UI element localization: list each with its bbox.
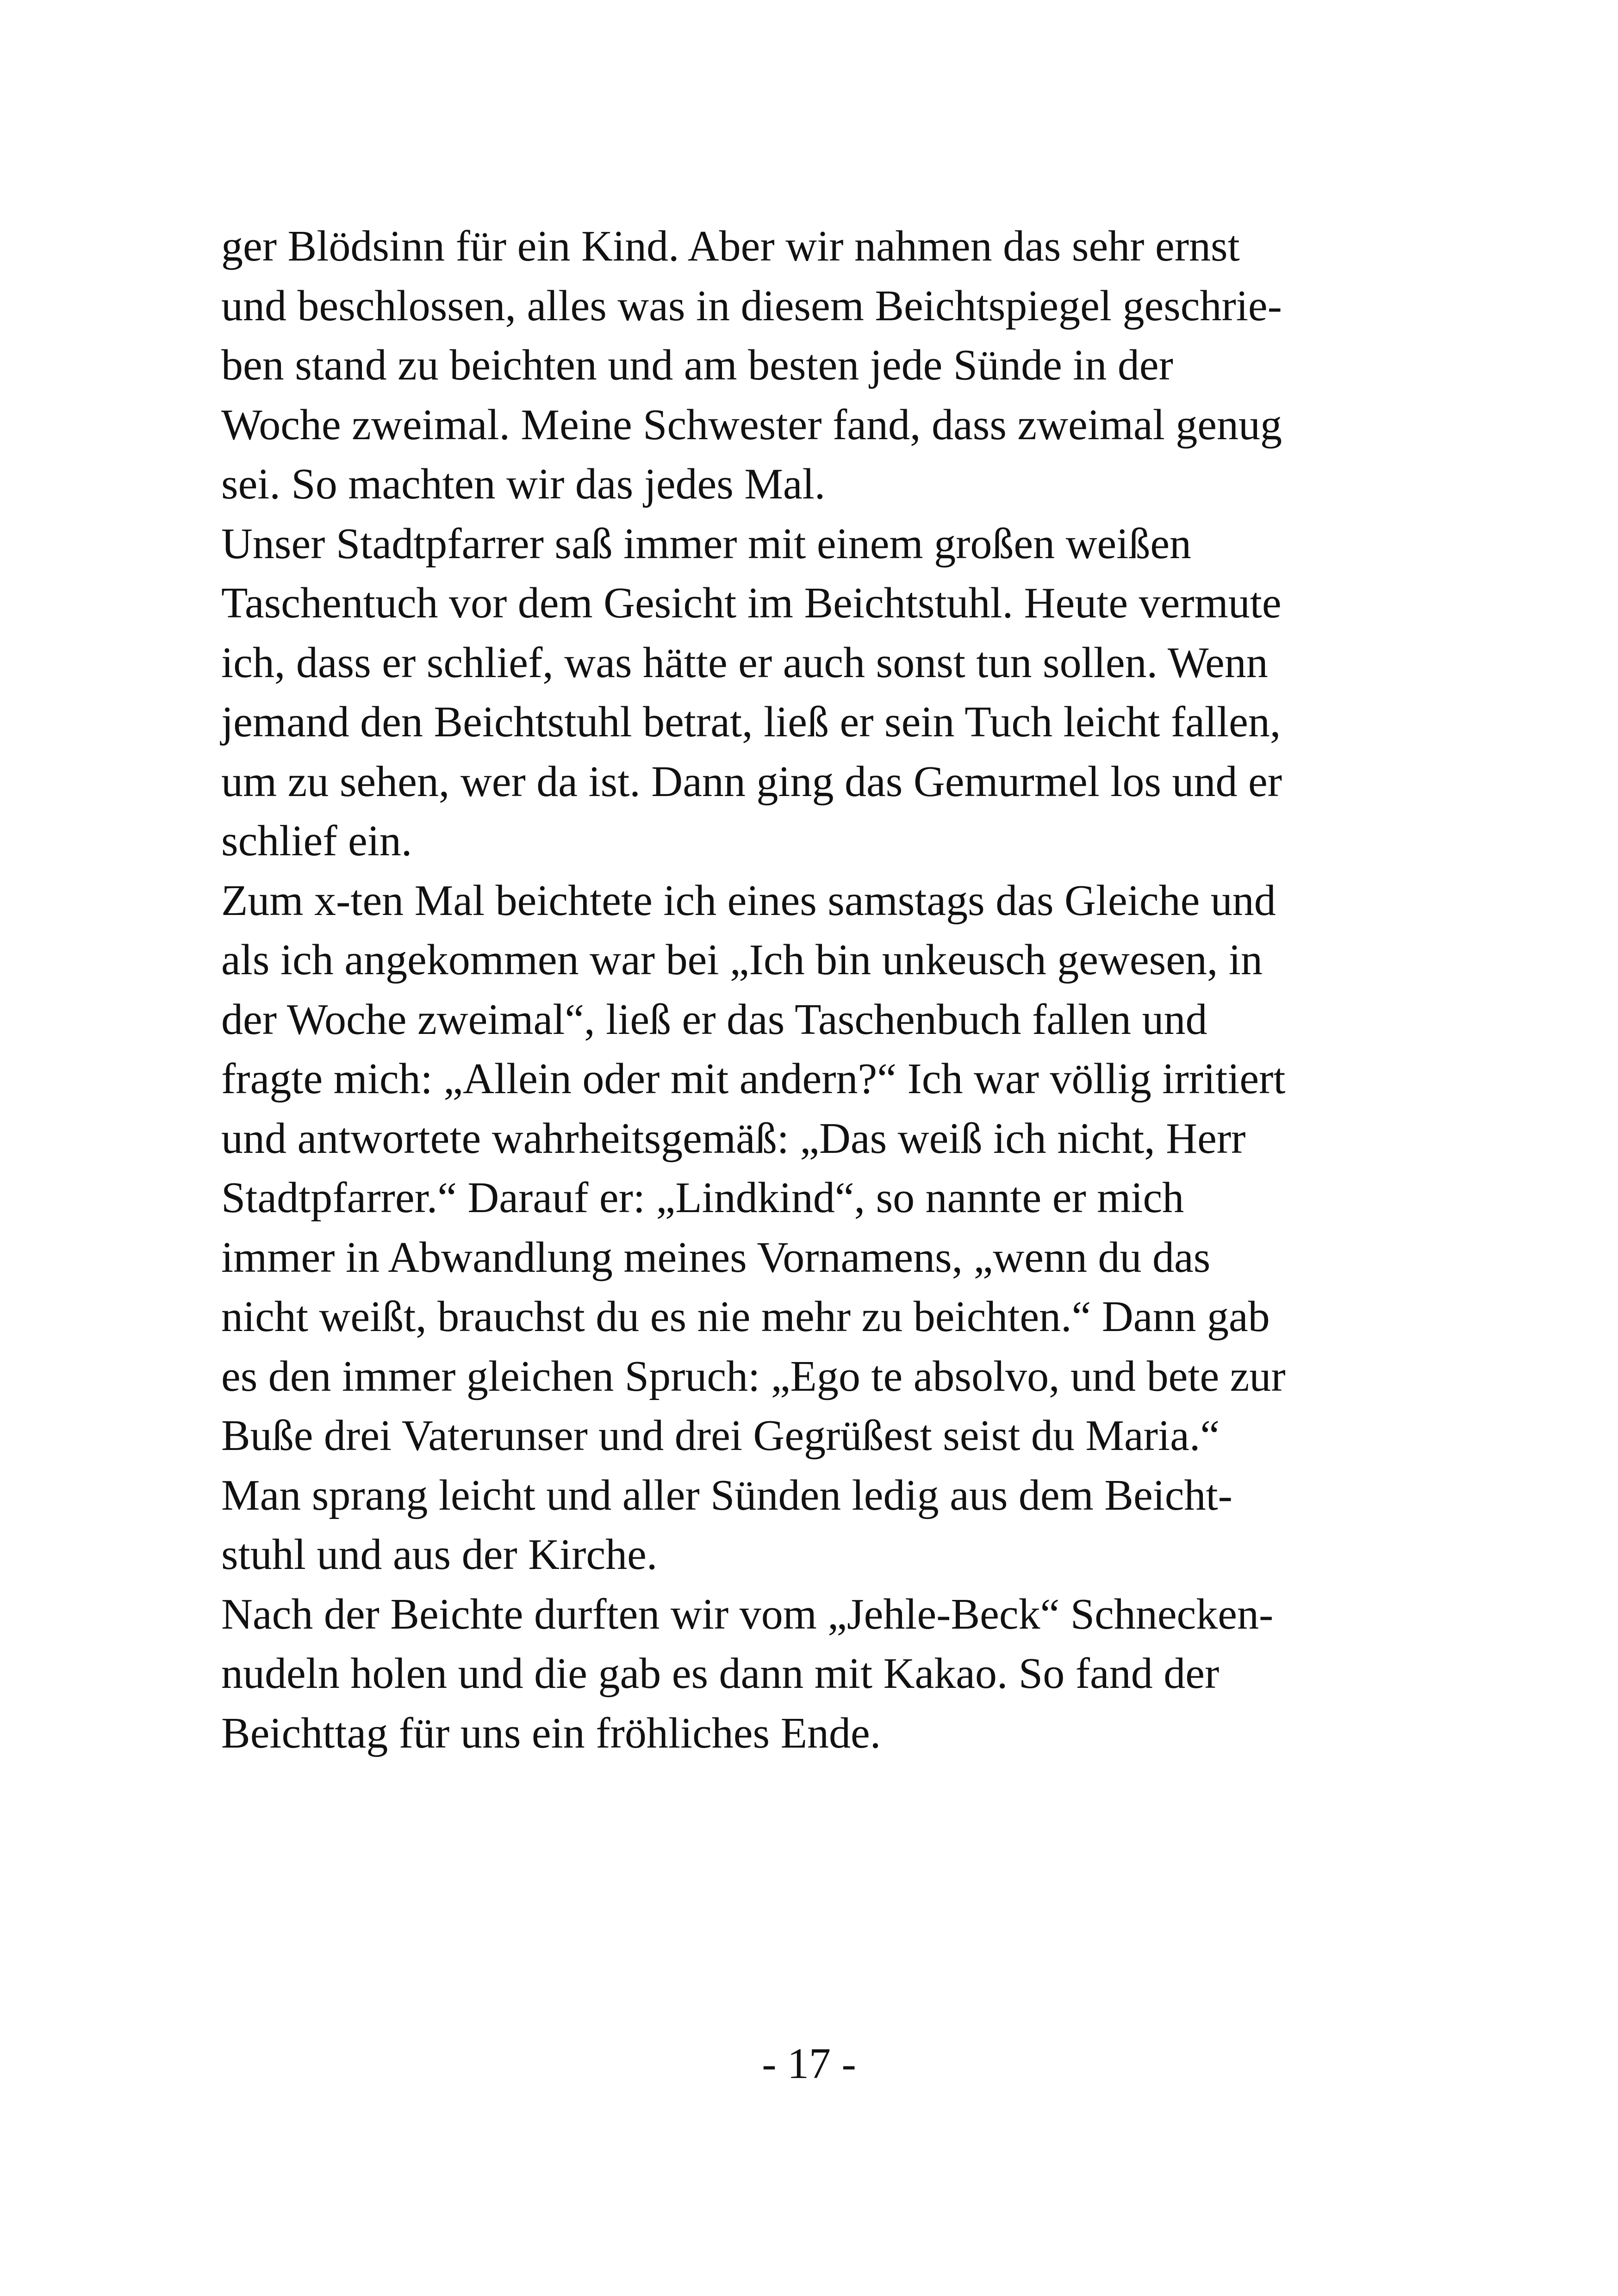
text-line: nudeln holen und die gab es dann mit Kakao. So fand der: [221, 1649, 1220, 1698]
text-line: Man sprang leicht und aller Sünden ledig aus dem Beicht-: [221, 1471, 1232, 1519]
text-line: stuhl und aus der Kirche.: [221, 1531, 658, 1579]
text-line: schlief ein.: [221, 817, 412, 865]
page-number: - 17 -: [762, 2040, 856, 2088]
text-line: Zum x-ten Mal beichtete ich eines samstags das Gleiche und: [221, 876, 1276, 925]
text-line: Beichttag für uns ein fröhliches Ende.: [221, 1709, 881, 1757]
text-line: und antwortete wahrheitsgemäß: „Das weiß ich nicht, Herr: [221, 1114, 1246, 1163]
text-line: Woche zweimal. Meine Schwester fand, dass zweimal genug: [221, 400, 1282, 449]
text-line: immer in Abwandlung meines Vornamens, „wenn du das: [221, 1233, 1211, 1282]
text-line: Nach der Beichte durften wir vom „Jehle-Beck“ Schnecken-: [221, 1590, 1274, 1638]
text-line: Buße drei Vaterunser und drei Gegrüßest seist du Maria.“: [221, 1412, 1220, 1460]
text-line: als ich angekommen war bei „Ich bin unkeusch gewesen, in: [221, 936, 1263, 984]
text-line: und beschlossen, alles was in diesem Beichtspiegel geschrie-: [221, 281, 1282, 330]
text-line: nicht weißt, brauchst du es nie mehr zu beichten.“ Dann gab: [221, 1293, 1270, 1341]
text-line: ger Blödsinn für ein Kind. Aber wir nahmen das sehr ernst: [221, 222, 1240, 270]
text-line: fragte mich: „Allein oder mit andern?“ Ich war völlig irritiert: [221, 1055, 1286, 1103]
text-line: sei. So machten wir das jedes Mal.: [221, 460, 826, 508]
text-line: um zu sehen, wer da ist. Dann ging das Gemurmel los und er: [221, 757, 1282, 806]
text-line: jemand den Beichtstuhl betrat, ließ er sein Tuch leicht fallen,: [221, 698, 1281, 746]
body-text: [221, 217, 1406, 1763]
text-line: es den immer gleichen Spruch: „Ego te absolvo, und bete zur: [221, 1352, 1286, 1400]
text-line: Stadtpfarrer.“ Darauf er: „Lindkind“, so nannte er mich: [221, 1174, 1184, 1222]
text-line: Taschentuch vor dem Gesicht im Beichtstuhl. Heute vermute: [221, 579, 1282, 627]
text-line: der Woche zweimal“, ließ er das Taschenbuch fallen und: [221, 995, 1207, 1044]
text-line: ben stand zu beichten und am besten jede Sünde in der: [221, 341, 1173, 389]
text-line: ich, dass er schlief, was hätte er auch sonst tun sollen. Wenn: [221, 638, 1268, 687]
text-line: Unser Stadtpfarrer saß immer mit einem großen weißen: [221, 519, 1192, 568]
